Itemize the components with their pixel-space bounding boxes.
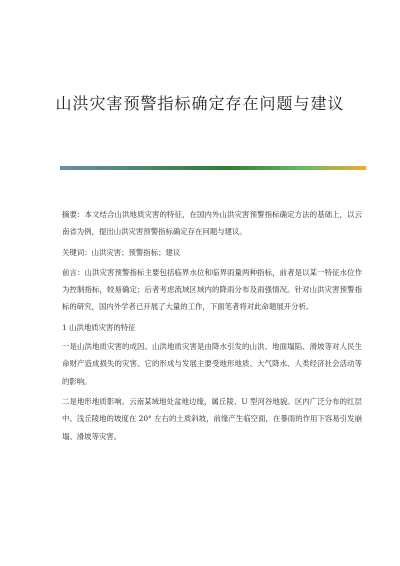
keywords-line: 关键词：山洪灾害；预警指标；建议 bbox=[62, 247, 181, 257]
article-body bbox=[62, 206, 362, 448]
document-title: 山洪灾害预警指标确定存在问题与建议 bbox=[55, 94, 345, 113]
abstract-paragraph: 摘要：本文结合山洪地质灾害的特征，在国内外山洪灾害预警指标确定方法的基础上，以云南省为例，提出山洪灾害预警指标确定存在问题与建议。 bbox=[62, 210, 362, 237]
body-paragraph: 二是地形地质影响。云南某域地处盆地边缘，属丘陵、U 型河谷地貌。区内广泛分布的红层中、浅丘陵地的坡度在 20° 左右的土质斜坡，前缘产生临空面，在暴雨的作用下容易引发崩塌、滑坡等灾害。 bbox=[62, 396, 362, 441]
color-divider bbox=[60, 166, 366, 170]
section-heading: 1 山洪地质灾害的特征 bbox=[62, 322, 136, 332]
preface-paragraph: 前言：山洪灾害预警指标主要包括临界水位和临界雨量两种指标，前者是以某一特征水位作为控制指标，较易确定；后者考虑流域区域内的降雨分布及雨强情况。针对山洪灾害预警指标的研究，国内外学者已开展了大量的工作，下面笔者将对此命题展开分析。 bbox=[62, 267, 362, 312]
body-paragraph: 一是山洪地质灾害的成因。山洪地质灾害是由降水引发的山洪、地面塌陷、滑坡等对人民生命财产造成损失的灾害。它的形成与发展主要受地形地质、大气降水、人类经济社会活动等的影响。 bbox=[62, 342, 362, 386]
